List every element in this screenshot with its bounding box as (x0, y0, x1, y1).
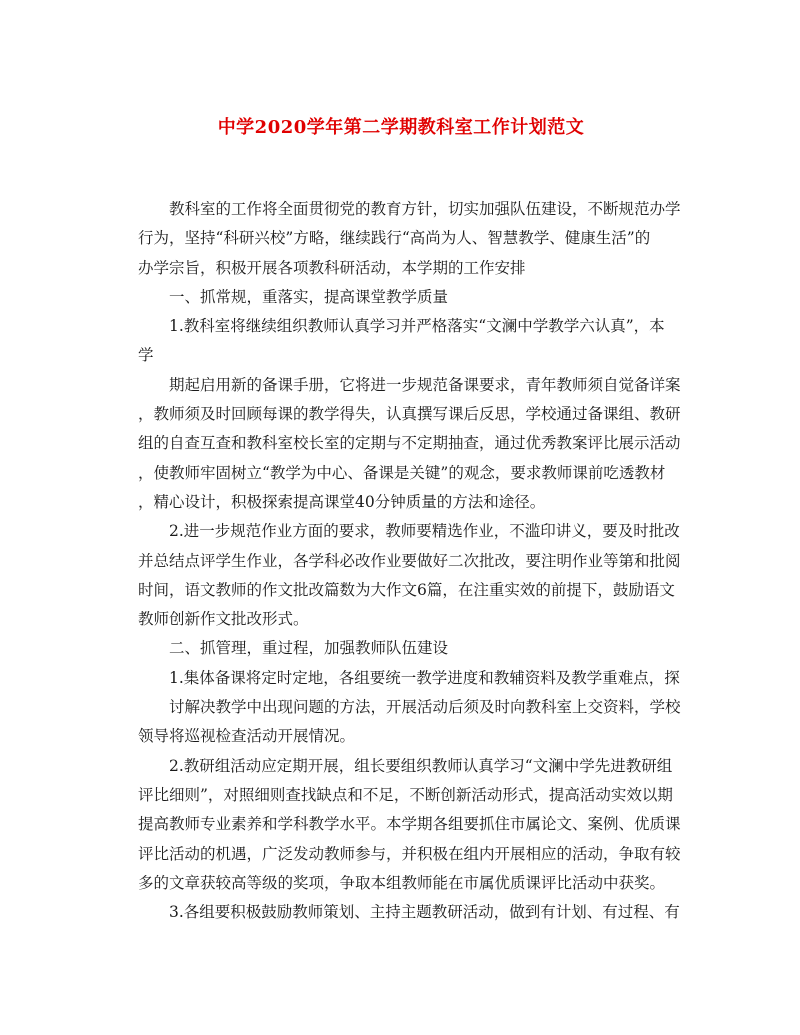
body-line: 评比细则”，对照细则查找缺点和不足，不断创新活动形式，提高活动实效以期 (138, 785, 673, 804)
body-line: 并总结点评学生作业，各学科必改作业要做好二次批改，要注明作业等第和批阅 (138, 551, 681, 570)
body-line: 教师创新作文批改形式。 (138, 610, 309, 629)
body-line: 讨解决教学中出现问题的方法，开展活动后须及时向教科室上交资料，学校 (169, 698, 681, 717)
body-line: ，教师须及时回顾每课的教学得失，认真撰写课后反思，学校通过备课组、教研 (138, 405, 681, 424)
document-title: 中学2020学年第二学期教科室工作计划范文 (217, 117, 585, 138)
body-line: 3.各组要积极鼓励教师策划、主持主题教研活动，做到有计划、有过程、有 (169, 903, 680, 922)
body-line: 教科室的工作将全面贯彻党的教育方针，切实加强队伍建设，不断规范办学 (169, 200, 681, 218)
body-line: 多的文章获较高等级的奖项，争取本组教师能在市属优质课评比活动中获奖。 (138, 873, 666, 892)
body-line: 组的自查互查和教科室校长室的定期与不定期抽查，通过优秀教案评比展示活动 (138, 434, 681, 453)
body-line: 时间，语文教师的作文批改篇数为大作文6篇，在注重实效的前提下，鼓励语文 (138, 580, 675, 599)
body-line: 提高教师专业素养和学科教学水平。本学期各组要抓住市属论文、案例、优质课 (138, 815, 681, 834)
body-line: 二、抓管理，重过程，加强教师队伍建设 (169, 639, 449, 658)
body-line: 学 (138, 346, 154, 365)
body-line: 办学宗旨，积极开展各项教科研活动，本学期的工作安排 (138, 258, 526, 277)
body-line: 1.集体备课将定时定地，各组要统一教学进度和教辅资料及教学重难点，探 (169, 668, 680, 687)
body-line: 1.教科室将继续组织教师认真学习并严格落实“文澜中学教学六认真”，本 (169, 317, 665, 336)
body-line: ，精心设计，积极探索提高课堂40分钟质量的方法和途径。 (138, 492, 546, 511)
body-line: ，使教师牢固树立“教学为中心、备课是关键”的观念，要求教师课前吃透教材 (138, 463, 666, 482)
body-line: 评比活动的机遇，广泛发动教师参与，并积极在组内开展相应的活动，争取有较 (138, 844, 681, 863)
body-line: 期起启用新的备课手册，它将进一步规范备课要求，青年教师须自觉备详案 (169, 375, 681, 394)
body-line: 行为，坚持“科研兴校”方略，继续践行“高尚为人、智慧教学、健康生活”的 (138, 229, 651, 248)
body-line: 一、抓常规，重落实，提高课堂教学质量 (169, 287, 449, 306)
document-body (138, 195, 681, 927)
body-line: 领导将巡视检查活动开展情况。 (138, 727, 356, 746)
body-line: 2.进一步规范作业方面的要求，教师要精选作业，不滥印讲义，要及时批改 (169, 522, 680, 541)
body-line: 2.教研组活动应定期开展，组长要组织教师认真学习“文澜中学先进教研组 (169, 756, 673, 775)
